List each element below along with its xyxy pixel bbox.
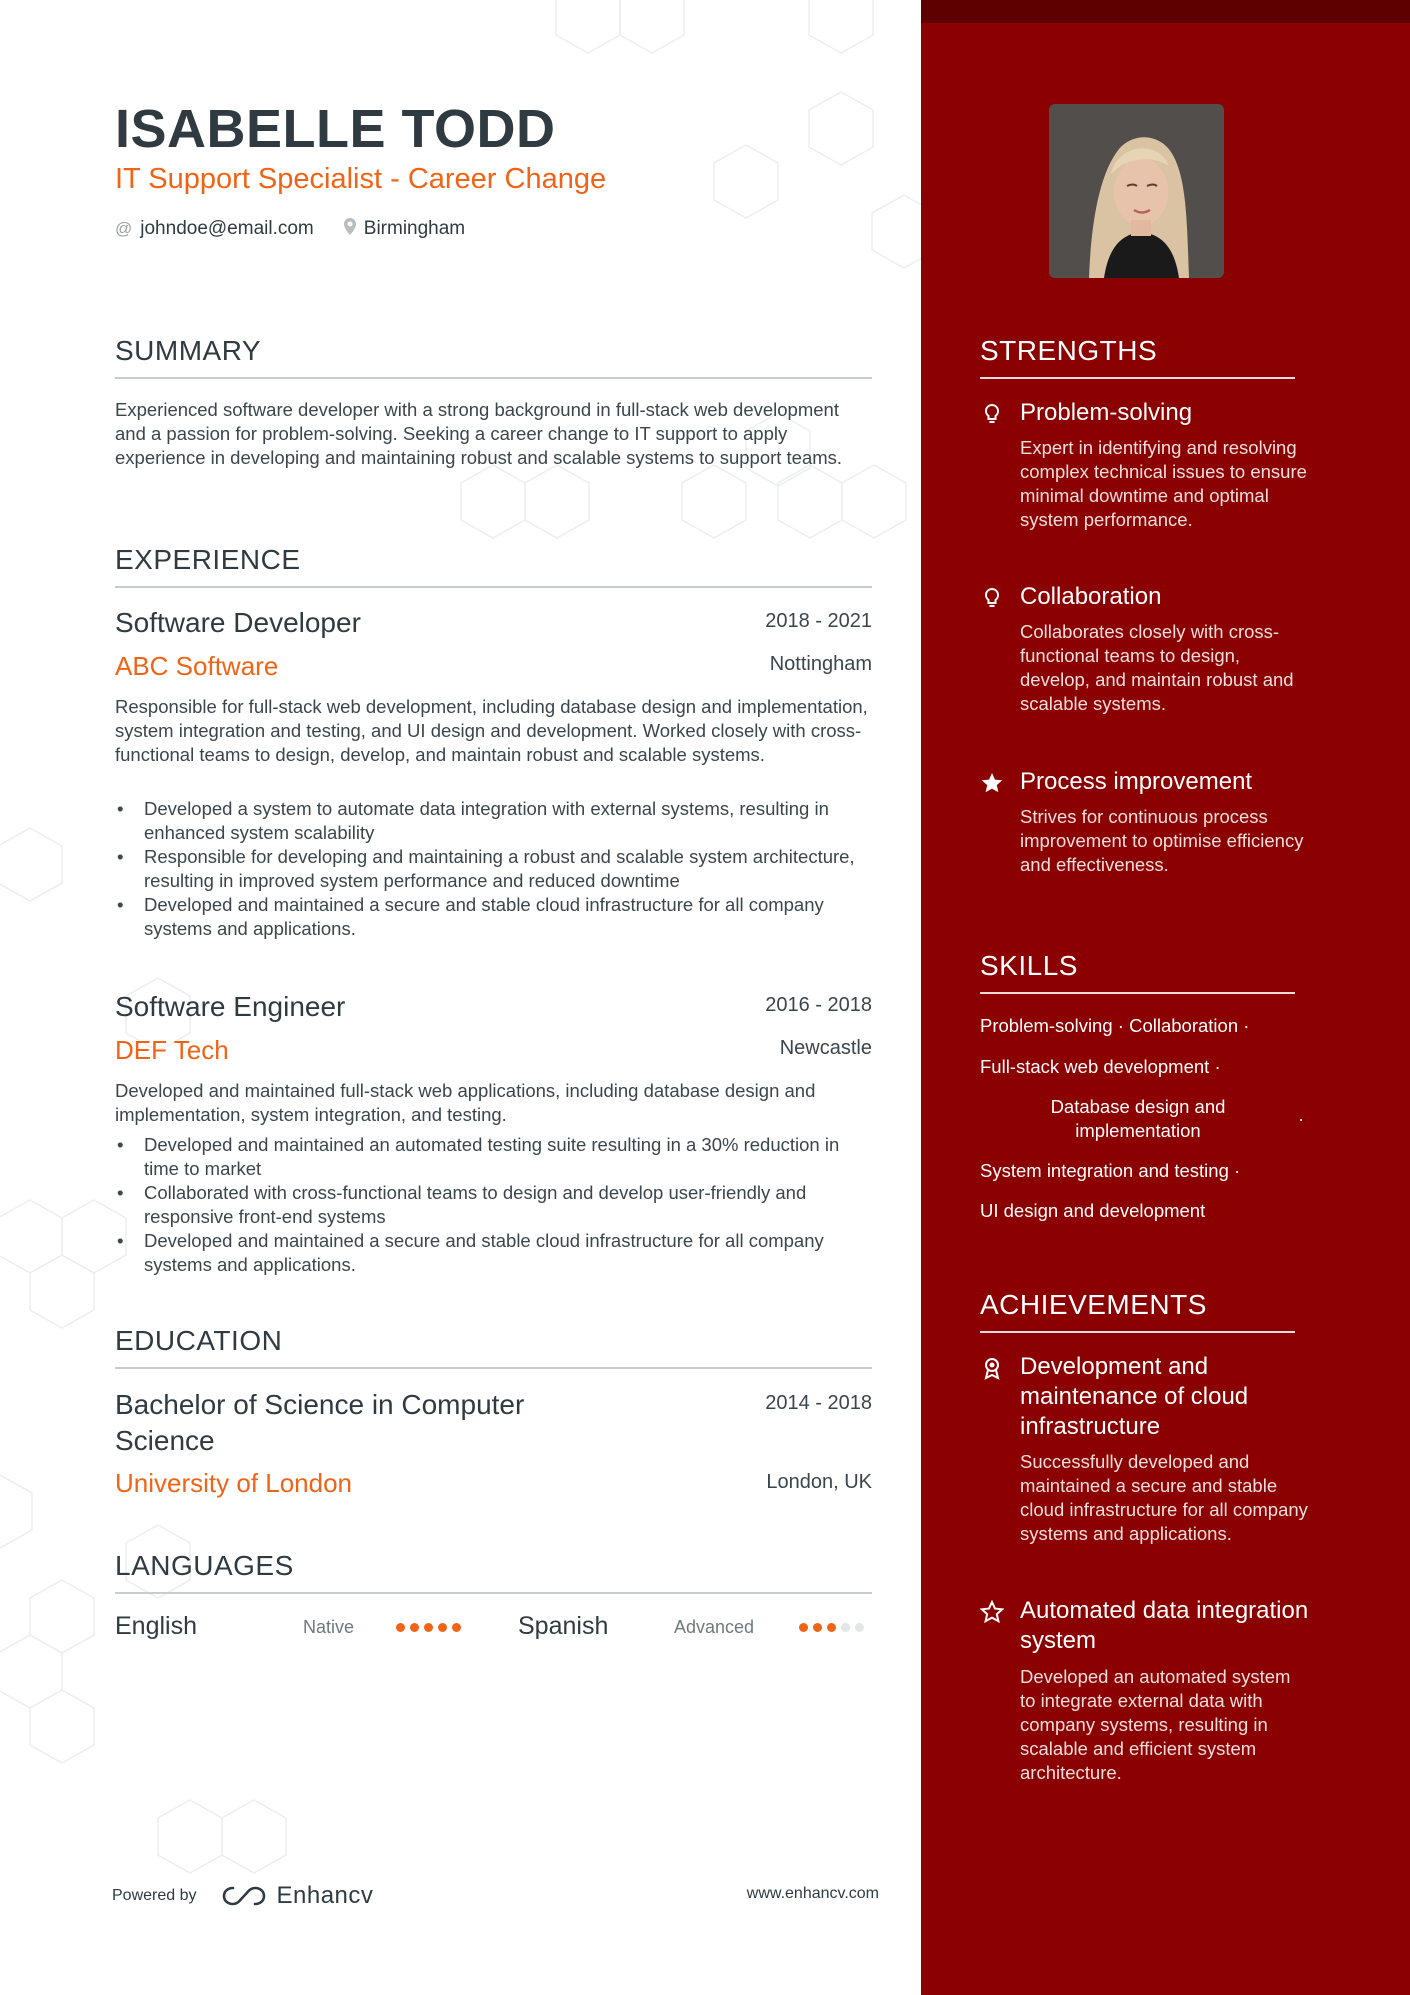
achievement-title: Development and maintenance of cloud infrastructure — [1020, 1353, 1249, 1440]
job-location: Newcastle — [779, 1037, 872, 1059]
job-location: Nottingham — [769, 653, 872, 675]
rating-dot — [855, 1623, 864, 1632]
skill-item: Full-stack web development · — [980, 1056, 1221, 1077]
skills-heading: SKILLS — [980, 950, 1295, 994]
sidebar-top-strip — [921, 0, 1410, 23]
achievement-description: Developed an automated system to integrate external data with company systems, resulting in scalable and efficient system architecture. — [1020, 1666, 1291, 1783]
skill-item: System integration and testing · — [980, 1160, 1241, 1181]
language-item — [115, 1612, 197, 1641]
location-pin-icon — [344, 218, 356, 240]
list-item: • Responsible for developing and maintaining a robust and scalable system architecture, resulting in improved system performance and reduced downtime — [115, 845, 872, 893]
list-item: • Developed and maintained a secure and stable cloud infrastructure for all company systems and applications. — [115, 893, 872, 941]
contact-info — [115, 218, 465, 240]
job-bullets — [115, 797, 872, 941]
email-text[interactable]: johndoe@email.com — [140, 218, 314, 239]
skill-item: UI design and development — [980, 1200, 1206, 1221]
list-item: • Developed and maintained an automated testing suite resulting in a 30% reduction in time to market — [115, 1133, 872, 1181]
strength-title: Process improvement — [1020, 768, 1253, 795]
language-item — [518, 1612, 608, 1641]
award-ribbon-icon — [980, 1356, 1004, 1380]
list-item: • Developed a system to automate data integration with external systems, resulting in enhanced system scalability — [115, 797, 872, 845]
location-text: Birmingham — [363, 218, 466, 239]
skill-item: Database design and implementation — [1050, 1096, 1226, 1141]
job-description: Responsible for full-stack web development, including database design and implementation, system integration and testing, and UI design and development. Worked closely with cross-functional teams to design, develop, and maintain robust and scalable systems. — [115, 696, 868, 765]
powered-by-text: Powered by — [112, 1887, 197, 1904]
company-name: DEF Tech — [115, 1035, 229, 1065]
company-name: ABC Software — [115, 651, 279, 681]
education-heading: EDUCATION — [115, 1325, 872, 1369]
summary-text: Experienced software developer with a strong background in full-stack web development and a passion for problem-solving. Seeking a career change to IT support to apply experience in developing and maintaining robust and scalable systems to support teams. — [115, 399, 843, 468]
lightbulb-icon — [980, 402, 1004, 426]
list-item: • Collaborated with cross-functional teams to design and develop user-friendly and responsive front-end systems — [115, 1181, 872, 1229]
rating-dot — [424, 1623, 433, 1632]
sidebar — [921, 0, 1410, 1995]
at-sign-icon: @ — [115, 219, 133, 238]
strength-title: Collaboration — [1020, 583, 1162, 610]
rating-dot — [841, 1623, 850, 1632]
language-name: Spanish — [518, 1612, 609, 1640]
footer-branding — [112, 1882, 373, 1910]
job-title-headline: IT Support Specialist - Career Change — [115, 163, 607, 195]
language-rating-dots — [396, 1623, 461, 1632]
job-dates: 2016 - 2018 — [765, 994, 872, 1016]
degree-title: Bachelor of Science in Computer Science — [115, 1389, 525, 1456]
strength-title: Problem-solving — [1020, 399, 1193, 426]
experience-heading: EXPERIENCE — [115, 544, 872, 588]
strengths-heading: STRENGTHS — [980, 335, 1295, 379]
rating-dot — [827, 1623, 836, 1632]
rating-dot — [813, 1623, 822, 1632]
rating-dot — [396, 1623, 405, 1632]
enhancv-brand-text: Enhancv — [276, 1882, 374, 1909]
job-title: Software Engineer — [115, 991, 346, 1022]
job-bullets — [115, 1133, 872, 1277]
strength-description: Expert in identifying and resolving complex technical issues to ensure minimal downtime and optimal system performance. — [1020, 437, 1307, 530]
rating-dot — [799, 1623, 808, 1632]
education-location: London, UK — [766, 1471, 872, 1493]
languages-heading: LANGUAGES — [115, 1550, 872, 1594]
star-icon — [980, 771, 1004, 795]
strength-description: Strives for continuous process improvement to optimise efficiency and effectiveness. — [1020, 806, 1304, 875]
language-level: Native — [303, 1617, 355, 1637]
job-title: Software Developer — [115, 607, 361, 638]
job-description: Developed and maintained full-stack web applications, including database design and implementation, system integration, and testing. — [115, 1080, 816, 1125]
rating-dot — [410, 1623, 419, 1632]
rating-dot — [452, 1623, 461, 1632]
rating-dot — [438, 1623, 447, 1632]
education-dates: 2014 - 2018 — [765, 1392, 872, 1414]
star-outline-icon — [980, 1600, 1004, 1624]
achievements-heading: ACHIEVEMENTS — [980, 1289, 1295, 1333]
language-rating-dots — [799, 1623, 864, 1632]
job-dates: 2018 - 2021 — [765, 610, 872, 632]
strength-description: Collaborates closely with cross-functional teams to design, develop, and maintain robust and scalable systems. — [1020, 621, 1294, 714]
enhancv-logo[interactable] — [221, 1882, 374, 1910]
profile-photo — [1049, 104, 1224, 278]
enhancv-logo-icon — [221, 1884, 267, 1908]
achievement-title: Automated data integration system — [1020, 1597, 1309, 1654]
language-name: English — [115, 1612, 197, 1640]
footer-url[interactable]: www.enhancv.com — [746, 1885, 879, 1902]
summary-heading: SUMMARY — [115, 335, 872, 379]
rating-dots-spanish — [799, 1623, 864, 1632]
rating-dots-english — [396, 1623, 461, 1632]
list-item: • Developed and maintained a secure and stable cloud infrastructure for all company systems and applications. — [115, 1229, 872, 1277]
candidate-name: ISABELLE TODD — [115, 99, 556, 159]
skill-separator: · — [1298, 1108, 1305, 1129]
skill-item: Problem-solving · Collaboration · — [980, 1015, 1250, 1036]
language-level: Advanced — [674, 1617, 755, 1637]
achievement-description: Successfully developed and maintained a secure and stable cloud infrastructure for all company systems and applications. — [1020, 1451, 1308, 1544]
lightbulb-icon — [980, 586, 1004, 610]
school-name: University of London — [115, 1468, 353, 1498]
